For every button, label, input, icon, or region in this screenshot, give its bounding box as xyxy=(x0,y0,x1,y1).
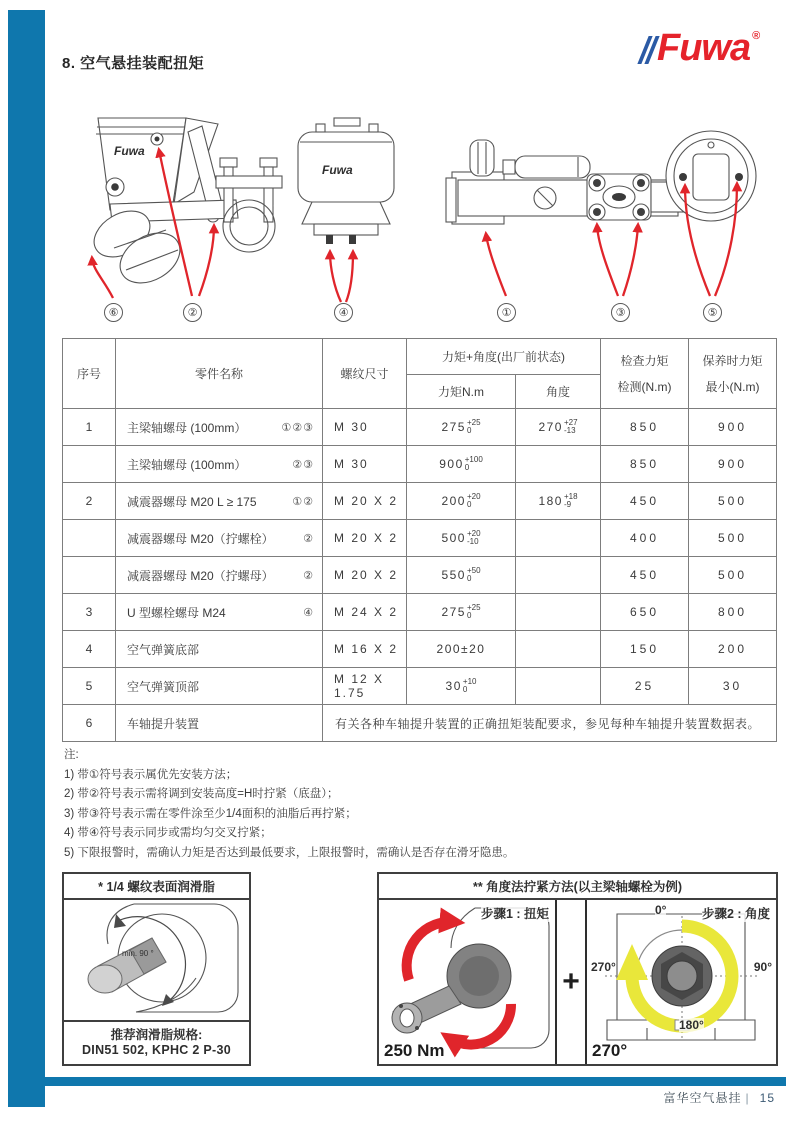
grease-spec-value: DIN51 502, KPHC 2 P-30 xyxy=(81,1043,232,1057)
col-header-check: 检查力矩 检测(N.m) xyxy=(601,339,689,409)
step2-label: 步骤2 : 角度 xyxy=(702,904,770,922)
col-header-group: 力矩+角度(出厂前状态) xyxy=(407,339,601,375)
col-header-no: 序号 xyxy=(63,339,116,409)
lube-box xyxy=(62,872,251,1066)
registered-mark: ® xyxy=(752,30,761,42)
table-row: 减震器螺母 M20（拧螺母） ② M 20 X 2 550 +50 0 450 500 xyxy=(63,557,777,594)
spindle-drawing xyxy=(64,900,249,1018)
table-row: 减震器螺母 M20（拧螺栓） ② M 20 X 2 500 +20 -10 400 500 xyxy=(63,520,777,557)
note-line: 3) 带③符号表示需在零件涂至少1/4面积的油脂后再拧紧； xyxy=(64,807,357,820)
table-row: 5 空气弹簧顶部 M 12 X 1.75 30 +10 0 25 30 xyxy=(63,668,777,705)
min-angle-label: min. 90 ° xyxy=(122,949,154,958)
callout-badge-6: ⑥ xyxy=(104,303,123,322)
angle-tick-270: 270° xyxy=(591,960,616,974)
axle-clamp-drawing xyxy=(216,158,282,252)
step1-panel xyxy=(379,900,557,1064)
grease-spec-label: 推荐润滑脂规格: xyxy=(110,1028,203,1042)
table-row: 6 车轴提升装置 有关各种车轴提升装置的正确扭矩装配要求，参见每种车轴提升装置数据表。 xyxy=(63,705,777,742)
table-row: 主梁轴螺母 (100mm） ②③ M 30 900 +100 0 850 900 xyxy=(63,446,777,483)
lube-illustration xyxy=(64,900,249,1020)
step2-value: 270° xyxy=(592,1041,628,1060)
notes xyxy=(64,746,514,863)
angle-box-title: ** 角度法拧紧方法(以主梁轴螺栓为例) xyxy=(379,874,776,900)
fuwa-logo xyxy=(643,28,760,68)
step1-value: 250 Nm xyxy=(384,1041,445,1060)
col-header-name: 零件名称 xyxy=(116,339,323,409)
page-title: 8. 空气悬挂装配扭矩 xyxy=(62,55,205,72)
col-header-thread: 螺纹尺寸 xyxy=(323,339,407,409)
note-line: 5) 下限报警时，需确认力矩是否达到最低要求，上限报警时，需确认是否存在滑牙隐患。 xyxy=(64,846,515,859)
table-row: 2 减震器螺母 M20 L ≥ 175 ①② M 20 X 2 200 +20 0 180 +18 -9 450 500 xyxy=(63,483,777,520)
angle-tick-180: 180° xyxy=(679,1018,704,1032)
angle-box xyxy=(377,872,778,1066)
callout-badge-5: ⑤ xyxy=(703,303,722,322)
note-line: 2) 带②符号表示需将调到安装高度=H时拧紧（底盘）； xyxy=(64,788,339,800)
note-line: 1) 带①符号表示属优先安装方法； xyxy=(64,768,238,781)
air-spring-drawing xyxy=(274,118,394,244)
lube-box-title: * 1/4 螺纹表面润滑脂 xyxy=(64,874,249,900)
logo-wordmark: Fuwa xyxy=(657,27,751,69)
shock-top-drawing xyxy=(503,156,590,178)
notes-label: 注: xyxy=(64,749,79,761)
table-row: 4 空气弹簧底部 M 16 X 2 200±20 150 200 xyxy=(63,631,777,668)
grease-spec xyxy=(64,1020,249,1062)
wrench-drawing xyxy=(379,900,555,1062)
callout-badge-2: ② xyxy=(183,303,202,322)
torque-table xyxy=(62,338,777,742)
angle-tick-90: 90° xyxy=(753,960,772,974)
footer xyxy=(664,1089,776,1106)
diagram-top-view xyxy=(440,120,788,304)
drum-face-drawing xyxy=(651,131,756,221)
fuwa-spring-label: Fuwa xyxy=(322,163,353,177)
col-header-angle: 角度 xyxy=(516,375,601,409)
footer-divider: | xyxy=(745,1091,750,1105)
diagram-side-view xyxy=(66,112,422,304)
logo-stripes-icon xyxy=(643,36,654,64)
hanger-bracket-drawing xyxy=(96,118,186,210)
callout-badge-4: ④ xyxy=(334,303,353,322)
callout-badge-1: ① xyxy=(497,303,516,322)
page-number: 15 xyxy=(759,1091,775,1105)
angle-tick-0: 0° xyxy=(655,903,667,917)
fuwa-cast-label: Fuwa xyxy=(114,144,145,158)
col-header-torque: 力矩N.m xyxy=(407,375,516,409)
left-accent-bar xyxy=(8,10,45,1107)
step2-panel xyxy=(585,900,776,1064)
note-line: 4) 带④符号表示同步或需均匀交叉拧紧； xyxy=(64,827,272,839)
callout-badge-3: ③ xyxy=(611,303,630,322)
footer-accent-bar xyxy=(45,1077,786,1086)
col-header-maint: 保养时力矩 最小(N.m) xyxy=(689,339,777,409)
ubolt-plate-drawing xyxy=(587,174,651,220)
plus-sign: + xyxy=(562,965,580,998)
nut-drawing xyxy=(587,900,774,1062)
footer-brand: 富华空气悬挂 xyxy=(663,1091,742,1105)
table-row: 1 主梁轴螺母 (100mm） ①②③ M 30 275 +25 0 270 +27 -13 850 900 xyxy=(63,409,777,446)
step1-label: 步骤1 : 扭矩 xyxy=(481,904,549,922)
table-row: 3 U 型螺栓螺母 M24 ④ M 24 X 2 275 +25 0 650 800 xyxy=(63,594,777,631)
